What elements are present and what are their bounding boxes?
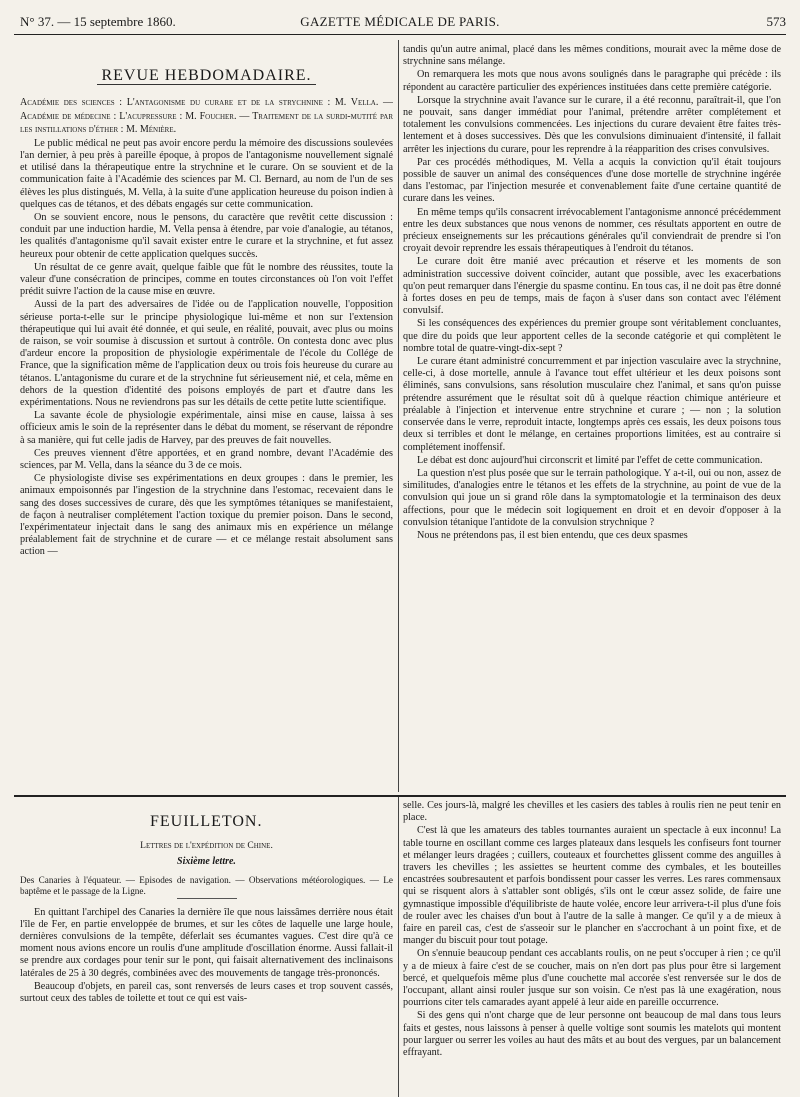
page-number: 573 <box>766 14 786 29</box>
paragraph: Un résultat de ce genre avait, quelque faible que fût le nombre des réussites, toute la valeur d'une consécration de principes, comme en toutes circonstances où l'on voit l'effet prédit suivre l'action de la cause mise en œuvre. <box>20 261 393 298</box>
paragraph: Le curare doit être manié avec précaution et réserve et les moments de son administration successive doivent coïncider, autant que possible, avec les exacerbations qu'on peut remarquer dans l'énergie du spasme continu. En tous cas, il ne doit pas être donné à fortes doses en peu de temps, mais de façon à s'user dans son contact avec l'élément convulsif. <box>403 256 781 317</box>
paragraph: En même temps qu'ils consacrent irrévocablement l'antagonisme annoncé précédemment entre les deux substances que nous venons de nommer, ces résultats apportent en outre de précieux enseignements sur les précautions générales qu'il conviendrait de prendre si l'on croyait devoir reprendre les essais thérapeutiques à l'endroit du tétanos. <box>403 206 781 255</box>
paragraph: La question n'est plus posée que sur le terrain pathologique. Y a-t-il, oui ou non, assez de similitudes, d'analogies entre le tétanos et les effets de la strychnine, au point de vue de la convulsion qui joue un si grand rôle dans la symptomatologie et la terminaison des deux affections, pour que le médecin soit logiquement en droit et en devoir d'opposer à la convulsion tétanique l'antidote de la convulsion strychnique ? <box>403 467 781 528</box>
paragraph: Le public médical ne peut pas avoir encore perdu la mémoire des discussions soulevées l'an dernier, à peu près à pareille époque, à propos de l'antagonisme nouvellement signalé et utilisé dans la thérapeutique entre la strychnine et le curare. On se souvient et de la communication faite à l'Académie des sciences par M. Cl. Bernard, au nom de l'un de ses élèves les plus distingués, M. Vella, à la suite d'une application heureuse du poison indien à quelques cas de tétanos, et des débats engagés sur cette communication. <box>20 137 393 210</box>
feuilleton-right-column <box>403 800 781 1097</box>
paragraph: Aussi de la part des adversaires de l'idée ou de l'application nouvelle, l'opposition sérieuse porta-t-elle sur le principe physiologique lui-même et non sur l'extension thérapeutique qui lui avait été donnée, et qui seule, en réalité, pouvait, avec plus ou moins de raison, se voir soumise à discussion et surtout à contrôle. On contesta donc avec plus d'ardeur encore la proposition de physiologie expérimentale de l'école du Collége de France, que la signification même de l'application deux ou trois fois heureuse du curare au tétanos. L'antagonisme du curare et de la strychnine fut sérieusement nié, et cela, même en dehors de la question d'identité des poisons employés de part et d'autre dans les expérimentations. Nous ne reviendrons pas sur les détails de cette petite lutte scientifique. <box>20 299 393 408</box>
journal-title: GAZETTE MÉDICALE DE PARIS. <box>300 14 500 29</box>
paragraph: Lorsque la strychnine avait l'avance sur le curare, il a été reconnu, paraîtrait-il, que l'on ne pouvait, sans danger immédiat pour l'animal, prétendre arrêter complétement et totalement les convulsions commencées. Les injections du curare devaient être faites très-lentement et à doses successives. Dès que les convulsions diminuaient d'intensité, il fallait arrêter les injections du curare, pour les reprendre à la réapparition des crises convulsives. <box>403 94 781 155</box>
paragraph: Par ces procédés méthodiques, M. Vella a acquis la conviction qu'il était toujours possible de sauver un animal des conséquences d'une dose mortelle de strychnine ingérée dans l'estomac, par l'injection mesurée et convenablement faite d'une certaine quantité de curare dans les veines. <box>403 156 781 205</box>
issue-date: N° 37. — 15 septembre 1860. <box>20 14 176 29</box>
paragraph: La savante école de physiologie expérimentale, ainsi mise en cause, laissa à ses officieux amis le soin de la représenter dans le débat du moment, se réservant de répondre à sa manière, qui fut celle jadis de Harvey, par des preuves de fait nouvelles. <box>20 410 393 446</box>
paragraph: Nous ne prétendons pas, il est bien entendu, que ces deux spasmes <box>417 529 688 541</box>
paragraph: Si des gens qui n'ont charge que de leur personne ont beaucoup de mal dans tous leurs faits et gestes, nous laissons à penser à quelle voltige sont soumis les matelots qui montent pour larguer ou serrer les voiles au haut des mâts et au bout des vergues, par un balancement effrayant. <box>403 1010 781 1059</box>
feuilleton-left-text <box>20 907 393 1006</box>
paragraph: On remarquera les mots que nous avons soulignés dans le paragraphe qui précède : ils répondent au caractère particulier des expériences instituées dans cette première catégorie. <box>403 69 781 93</box>
paragraph: Le curare étant administré concurremment et par injection vasculaire avec la strychnine, celle-ci, à dose mortelle, annule à l'avance tout effet ultérieur et les deux poisons sont éliminés, sans convulsions, sans résolution musculaire chez l'animal, et sans qu'on puisse prétendre assurément que le résultat soit dû à quelque réaction chimique antérieure et préalable à l'injection et intervenue entre strychnine et curare ; — non ; la solution conservée dans le verre, reproduit intacte, longtemps après ces essais, les deux poisons tous deux si terribles et dont le mélange, en certaines proportions limitées, est au contraire si complétement inoffensif. <box>403 356 781 453</box>
revue-left-text <box>20 138 393 559</box>
letter-summary: Des Canaries à l'équateur. — Episodes de navigation. — Observations météorologiques. — Le baptême et le passage de la Ligne. <box>20 874 393 896</box>
revue-left-column <box>20 44 393 792</box>
paragraph: On se souvient encore, nous le pensons, du caractère que revêtit cette discussion : conduit par une induction hardie, M. Vella pensa à étendre, par voie d'analogie, au tétanos, les qualités d'antagonisme qu'il savait exister entre le curare et la strychnine, et fut assez heureux pour obtenir de cette application quelques succès. <box>20 211 393 260</box>
paragraph: C'est là que les amateurs des tables tournantes auraient un spectacle à eux inconnu! La table tourne en oscillant comme ces larges plateaux dans lesquels les confiseurs font tourner et mélanger leurs dragées ; cuillers, couteaux et fourchettes glissent comme des anguilles à travers les chevilles ; les assiettes se heurtent comme des cymbales, et les bouteilles encastrées soubresautent et parfois bondissent pour casser les verres. Les rares commensaux qui se risquent alors à s'attabler sont obligés, s'ils ont le cœur assez solide, de faire une gymnastique impossible d'équilibriste de haute volée, encore leur arrivera-t-il plus d'une fois de rouler avec les chaises d'un bout à l'autre de la salle à manger. Ce qu'il y a de mieux à faire en pareil cas, c'est de s'asseoir sur le plancher en s'accrochant à un point fixe, et de manger du biscuit pour tout potage. <box>403 825 781 947</box>
feuilleton-left-column <box>20 800 393 1097</box>
section-title: REVUE HEBDOMADAIRE. <box>20 70 393 82</box>
section-topics: Académie des sciences : L'antagonisme du curare et de la strychnine : M. Vella. — Académie de médecine : L'acupressure : M. Foucher. — Traitement de la surdi-mutité par les instillations d'éther : M. Ménière. <box>20 97 393 136</box>
revue-right-text <box>403 44 781 542</box>
paragraph: Le débat est donc aujourd'hui circonscrit et limité par l'effet de cette communication. <box>417 454 763 466</box>
revue-right-column <box>403 44 781 792</box>
column-divider <box>398 40 399 792</box>
feuilleton-right-text <box>403 800 781 1059</box>
feuilleton-title: FEUILLETON. <box>150 813 263 830</box>
paragraph: Beaucoup d'objets, en pareil cas, sont renversés de leurs cases et trop souvent cassés, surtout ceux des tables de toilette et tout ce qui est vais- <box>20 980 393 1005</box>
column-divider-lower <box>398 797 399 1097</box>
paragraph: En quittant l'archipel des Canaries la dernière île que nous laissâmes derrière nous était l'île de Fer, en partie enveloppée de brumes, et sur les côtes de laquelle une large houle, dernières convulsions de la tempête, déferlait ses écumantes vagues. C'est dire qu'à ce moment nous avions encore un roulis d'une amplitude d'oscillation énorme. Aussi fallait-il se prendre aux cordages pour tenir sur le pont, qui faisait alternativement des inclinaisons latérales de 25 à 30 degrés, combinées avec des mouvements de tangage très-prononcés. <box>20 906 393 979</box>
paragraph: Si les conséquences des expériences du premier groupe sont véritablement concluantes, que dire du poids que leur apportent celles de la seconde catégorie et qui complètent le nombre total de quatre-vingt-dix-sept ? <box>403 318 781 354</box>
paragraph: Ce physiologiste divise ses expérimentations en deux groupes : dans le premier, les animaux empoisonnés par l'ingestion de la strychnine dans l'estomac, recevaient dans le sang des doses successives de curare, dès que les symptômes tétaniques se manifestaient, de façon à neutraliser complétement l'action toxique du premier poison. Dans le second, l'expérimentateur injectait dans le sang des animaux mis en expérience un mélange préalablement fait de strychnine et de curare — et ce mélange restait absolument sans action — <box>20 473 393 558</box>
feuilleton-divider <box>14 795 786 797</box>
page-header <box>14 14 786 35</box>
paragraph: On s'ennuie beaucoup pendant ces accablants roulis, on ne peut s'occuper à rien ; ce qu'il y a de mieux à faire c'est de se coucher, mais on n'en dort pas plus pour être si largement bercé, et quelquefois même plus d'une couchette mal accorée s'est renversée sur le dos de l'occupant, allant ainsi rouler jusque sur son voisin. Ce n'est pas là une exagération, nous pourrions citer tels camarades ayant appelé à leur aide en pareille occurrence. <box>403 948 781 1009</box>
summary-rule <box>177 898 237 899</box>
feuilleton-subtitle: Lettres de l'expédition de Chine. <box>140 841 273 852</box>
paragraph: tandis qu'un autre animal, placé dans les mêmes conditions, mourait avec la même dose de strychnine sans mélange. <box>403 44 781 68</box>
letter-number: Sixième lettre. <box>177 856 236 868</box>
paragraph: Ces preuves viennent d'être apportées, et en grand nombre, devant l'Académie des sciences, par M. Vella, dans la séance du 3 de ce mois. <box>20 447 393 471</box>
paragraph: selle. Ces jours-là, malgré les chevilles et les casiers des tables à roulis rien ne peut tenir en place. <box>403 800 781 824</box>
